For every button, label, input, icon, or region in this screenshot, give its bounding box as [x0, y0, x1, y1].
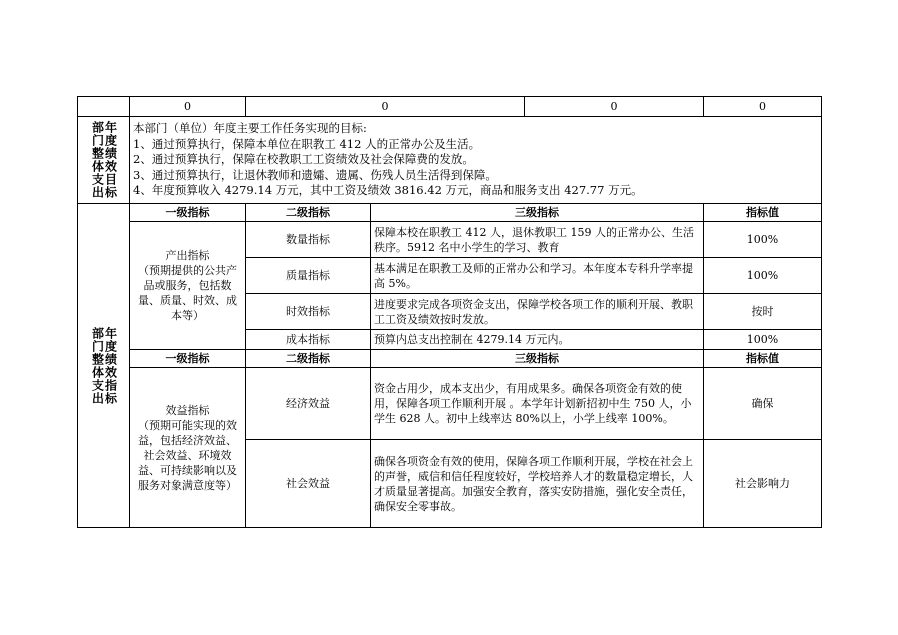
performance-table	[77, 96, 822, 528]
benefit-value: 社会影响力	[704, 440, 822, 528]
output-level2: 数量指标	[246, 222, 371, 258]
goal-line: 本部门（单位）年度主要工作任务实现的目标:	[133, 121, 367, 136]
output-level1: 产出指标 （预期提供的公共产品或服务，包括数量、质量、时效、成本等）	[130, 222, 246, 350]
header-level2: 二级指标	[246, 350, 371, 368]
output-value: 100%	[704, 222, 822, 258]
output-level3: 基本满足在职教工及师的正常办公和学习。本年度本专科升学率提高 5%。	[371, 258, 704, 294]
output-value: 100%	[704, 330, 822, 350]
output-level3: 进度要求完成各项资金支出，保障学校各项工作的顺利开展、教职工工资及绩效按时发放。	[371, 294, 704, 330]
header-level2: 二级指标	[246, 204, 371, 222]
benefit-level2: 社会效益	[246, 440, 371, 528]
goal-line: 1、通过预算执行，保障本单位在职教工 412 人的正常办公及生活。	[133, 136, 481, 151]
output-value: 100%	[704, 258, 822, 294]
goal-line: 2、通过预算执行，保障在校教职工工资绩效及社会保障费的发放。	[133, 152, 474, 167]
zero-cell: 0	[130, 97, 246, 117]
zero-row-blank	[78, 97, 130, 117]
zero-cell: 0	[246, 97, 525, 117]
benefit-row	[78, 368, 822, 440]
indicator-side-label	[78, 204, 130, 528]
indicator-side-col2: 年度绩效指标	[103, 326, 118, 405]
header-level3: 三级指标	[371, 350, 704, 368]
header-level3: 三级指标	[371, 204, 704, 222]
benefit-level3: 资金占用少，成本支出少，有用成果多。确保各项资金有效的使用，保障各项工作顺利开展 。本学年计划新招初中生 750 人，小学生 628 人。初中上线率达 80%以上，小学上线率 100%。	[371, 368, 704, 440]
benefit-level1: 效益指标 （预期可能实现的效益，包括经济效益、社会效益、环境效益、可持续影响以及服务对象满意度等）	[130, 368, 246, 528]
header-level1: 一级指标	[130, 204, 246, 222]
zero-cell: 0	[704, 97, 822, 117]
output-row	[78, 222, 822, 258]
goal-side-label	[78, 117, 130, 204]
header-value: 指标值	[704, 204, 822, 222]
benefit-level3: 确保各项资金有效的使用，保障各项工作顺利开展，学校在社会上的声誉，威信和信任程度较好，学校培养人才的数量稳定增长，人才质量显著提高。加强安全教育，落实安防措施，强化安全责任，确保安全零事故。	[371, 440, 704, 528]
goal-side-col1: 部门整体支出	[90, 121, 105, 199]
benefit-value: 确保	[704, 368, 822, 440]
goal-text	[130, 117, 822, 204]
indicator-side-col1: 部门整体支出	[90, 326, 105, 405]
goal-row	[78, 117, 822, 204]
header-level1: 一级指标	[130, 350, 246, 368]
output-level3: 保障本校在职教工 412 人，退休教职工 159 人的正常办公、生活秩序。5912 名中小学生的学习、教育	[371, 222, 704, 258]
goal-side-col2: 年度绩效目标	[103, 121, 118, 199]
goal-line: 3、通过预算执行，让退休教师和遗孀、遗属、伤残人员生活得到保障。	[133, 167, 497, 182]
goal-line: 4、年度预算收入 4279.14 万元，其中工资及绩效 3816.42 万元，商品和服务支出 427.77 万元。	[133, 183, 643, 198]
header-value: 指标值	[704, 350, 822, 368]
output-level2: 成本指标	[246, 330, 371, 350]
zero-cell: 0	[525, 97, 704, 117]
output-level2: 时效指标	[246, 294, 371, 330]
output-level3: 预算内总支出控制在 4279.14 万元内。	[371, 330, 704, 350]
output-value: 按时	[704, 294, 822, 330]
zero-row	[78, 97, 822, 117]
benefit-level2: 经济效益	[246, 368, 371, 440]
indicator-header-row	[78, 350, 822, 368]
indicator-header-row	[78, 204, 822, 222]
output-level2: 质量指标	[246, 258, 371, 294]
